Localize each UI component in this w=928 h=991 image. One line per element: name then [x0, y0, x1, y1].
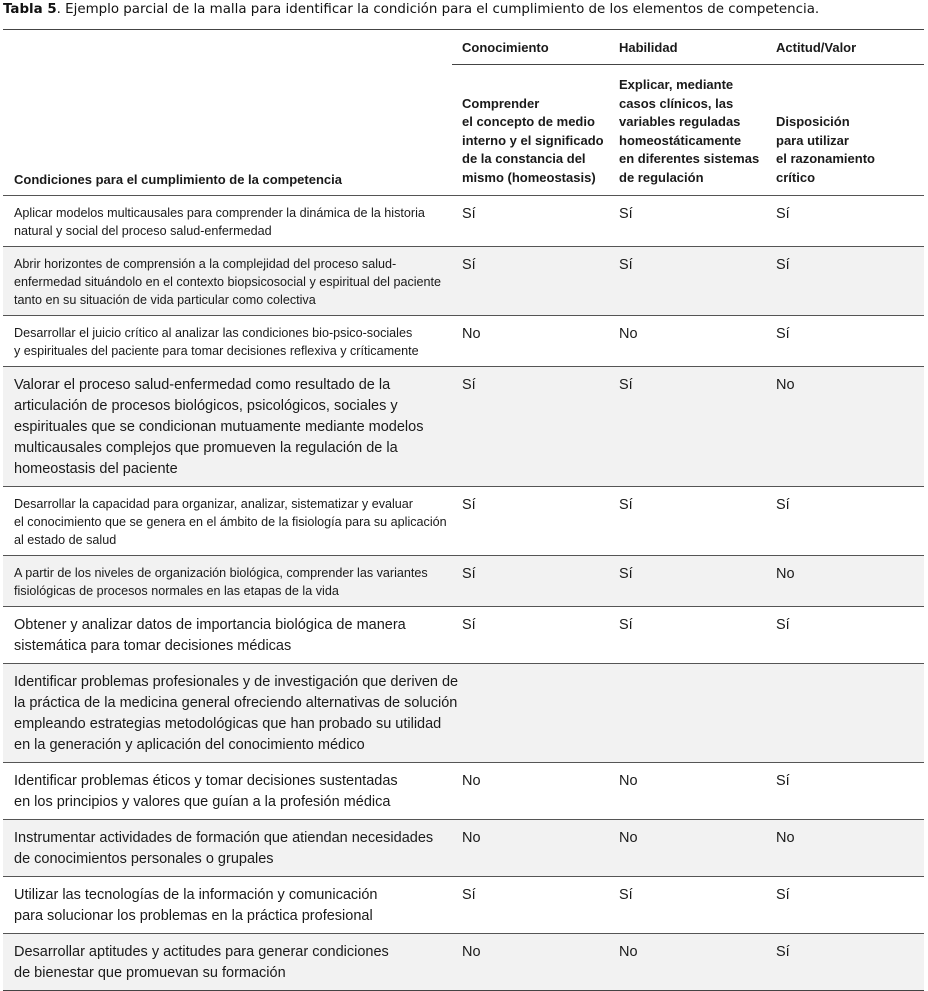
attitude-value-cell: Sí: [776, 617, 790, 633]
skill-value-cell: [609, 664, 766, 763]
condition-line: articulación de procesos biológicos, psicológicos, sociales y: [14, 398, 398, 414]
attitude-value-cell: Sí: [776, 887, 790, 903]
table-row: [3, 247, 924, 316]
knowledge-value-cell: No: [462, 944, 481, 960]
skill-value-cell: Sí: [619, 257, 633, 273]
knowledge-value-cell: Sí: [462, 887, 476, 903]
knowledge-value-cell: No: [462, 326, 481, 342]
condition-cell: [3, 247, 452, 316]
knowledge-value-cell: No: [462, 773, 481, 789]
table-row: [3, 607, 924, 664]
element-knowledge: [452, 65, 609, 196]
skill-value-cell: Sí: [619, 377, 633, 393]
element-attitude: [766, 65, 924, 196]
condition-line: en los principios y valores que guían a la profesión médica: [14, 794, 391, 810]
knowledge-value-cell: Sí: [462, 257, 476, 273]
table-header: [3, 30, 924, 196]
skill-value-cell: No: [619, 326, 638, 342]
condition-cell: [3, 367, 452, 487]
condition-line: empleando estrategias metodológicas que han probado su utilidad: [14, 716, 442, 732]
table-row: [3, 316, 924, 367]
column-header-conditions: Condiciones para el cumplimiento de la competencia: [14, 172, 342, 187]
element-line: casos clínicos, las: [619, 95, 734, 111]
skill-value-cell: No: [619, 830, 638, 846]
condition-cell: [3, 316, 452, 367]
condition-line: la práctica de la medicina general ofreciendo alternativas de solución: [14, 695, 458, 711]
condition-line: Identificar problemas éticos y tomar decisiones sustentadas: [14, 773, 398, 789]
element-line: interno y el significado: [462, 132, 604, 148]
condition-line: A partir de los niveles de organización biológica, comprender las variantes: [14, 566, 428, 580]
column-header-skill: Habilidad: [609, 30, 766, 65]
condition-line: Desarrollar la capacidad para organizar, analizar, sistematizar y evaluar: [14, 497, 413, 511]
condition-line: Instrumentar actividades de formación que atiendan necesidades: [14, 830, 434, 846]
header-row-categories: [3, 30, 924, 65]
table-row: [3, 877, 924, 934]
condition-line: fisiológicas de procesos normales en las etapas de la vida: [14, 584, 339, 598]
attitude-value-cell: No: [776, 566, 795, 582]
column-header-knowledge: Conocimiento: [452, 30, 609, 65]
condition-cell: [3, 487, 452, 556]
element-line: Explicar, mediante: [619, 77, 734, 92]
attitude-value-cell: No: [776, 377, 795, 393]
element-line: para utilizar: [776, 132, 849, 148]
table-row: [3, 367, 924, 487]
condition-cell: [3, 607, 452, 664]
condition-cell: [3, 934, 452, 991]
skill-value-cell: Sí: [619, 887, 633, 903]
element-line: en diferentes sistemas: [619, 151, 760, 166]
skill-value-cell: Sí: [619, 617, 633, 633]
condition-line: enfermedad situándolo en el contexto biopsicosocial y espiritual del paciente: [14, 275, 442, 289]
condition-line: homeostasis del paciente: [14, 461, 178, 477]
element-line: de regulación: [619, 169, 704, 185]
condition-line: Utilizar las tecnologías de la información y comunicación: [14, 887, 378, 903]
table-caption-text: . Ejemplo parcial de la malla para identificar la condición para el cumplimiento de los elementos de competencia.: [56, 2, 820, 17]
condition-line: Desarrollar el juicio crítico al analizar las condiciones bio-psico-sociales: [14, 326, 413, 340]
attitude-value-cell: Sí: [776, 497, 790, 513]
skill-value-cell: Sí: [619, 206, 633, 222]
knowledge-value-cell: Sí: [462, 566, 476, 582]
condition-line: Valorar el proceso salud-enfermedad como resultado de la: [14, 377, 391, 393]
attitude-value-cell: Sí: [776, 944, 790, 960]
knowledge-value-cell: Sí: [462, 497, 476, 513]
table-caption-label: Tabla 5: [3, 2, 57, 17]
element-line: mismo (homeostasis): [462, 169, 596, 185]
header-blank-cell: [3, 30, 452, 65]
column-header-attitude: Actitud/Valor: [766, 30, 924, 65]
condition-line: natural y social del proceso salud-enfermedad: [14, 224, 272, 238]
table-row: [3, 664, 924, 763]
table-row: [3, 556, 924, 607]
attitude-value-cell: Sí: [776, 326, 790, 342]
table-row: [3, 820, 924, 877]
condition-line: y espirituales del paciente para tomar decisiones reflexiva y críticamente: [14, 344, 419, 358]
attitude-value-cell: Sí: [776, 257, 790, 273]
element-line: homeostáticamente: [619, 132, 742, 148]
element-skill: [609, 65, 766, 196]
table-row: [3, 763, 924, 820]
element-line: de la constancia del: [462, 151, 586, 166]
condition-line: el conocimiento que se genera en el ámbito de la fisiología para su aplicación: [14, 515, 447, 529]
skill-value-cell: Sí: [619, 566, 633, 582]
condition-line: multicausales complejos que promueven la regulación de la: [14, 440, 398, 456]
condition-line: Aplicar modelos multicausales para comprender la dinámica de la historia: [14, 206, 425, 220]
attitude-value-cell: Sí: [776, 206, 790, 222]
condition-line: Abrir horizontes de comprensión a la complejidad del proceso salud-: [14, 257, 397, 271]
table-caption: [3, 1, 925, 19]
attitude-value-cell: Sí: [776, 773, 790, 789]
knowledge-value-cell: [452, 664, 609, 763]
condition-line: sistemática para tomar decisiones médicas: [14, 638, 292, 654]
condition-line: en la generación y aplicación del conocimiento médico: [14, 737, 365, 753]
attitude-value-cell: No: [776, 830, 795, 846]
condition-line: Identificar problemas profesionales y de investigación que deriven de: [14, 674, 459, 690]
header-row-elements: [3, 65, 924, 196]
condition-cell: [3, 664, 459, 763]
element-line: Disposición: [776, 114, 850, 129]
condition-line: espirituales que se condicionan mutuamente mediante modelos: [14, 419, 424, 435]
condition-line: Obtener y analizar datos de importancia biológica de manera: [14, 617, 406, 633]
condition-line: tanto en su situación de vida particular como colectiva: [14, 293, 316, 307]
knowledge-value-cell: Sí: [462, 617, 476, 633]
knowledge-value-cell: No: [462, 830, 481, 846]
condition-cell: [3, 556, 452, 607]
condition-cell: [3, 820, 452, 877]
element-line: crítico: [776, 169, 816, 185]
condition-line: de bienestar que promuevan su formación: [14, 965, 286, 981]
table-row: [3, 196, 924, 247]
table-row: [3, 934, 924, 991]
condition-line: Desarrollar aptitudes y actitudes para generar condiciones: [14, 944, 389, 960]
element-line: el concepto de medio: [462, 114, 595, 129]
table-row: [3, 487, 924, 556]
attitude-value-cell: [766, 664, 924, 763]
condition-line: de conocimientos personales o grupales: [14, 851, 274, 867]
condition-line: para solucionar los problemas en la práctica profesional: [14, 908, 373, 924]
condition-cell: [3, 196, 452, 247]
condition-line: al estado de salud: [14, 533, 117, 547]
knowledge-value-cell: Sí: [462, 377, 476, 393]
table-body: [3, 196, 924, 991]
competency-grid-table: [3, 29, 924, 991]
skill-value-cell: No: [619, 773, 638, 789]
element-line: el razonamiento: [776, 151, 875, 166]
element-line: Comprender: [462, 95, 540, 111]
condition-cell: [3, 877, 452, 934]
condition-cell: [3, 763, 452, 820]
knowledge-value-cell: Sí: [462, 206, 476, 222]
element-line: variables reguladas: [619, 114, 741, 129]
skill-value-cell: No: [619, 944, 638, 960]
skill-value-cell: Sí: [619, 497, 633, 513]
